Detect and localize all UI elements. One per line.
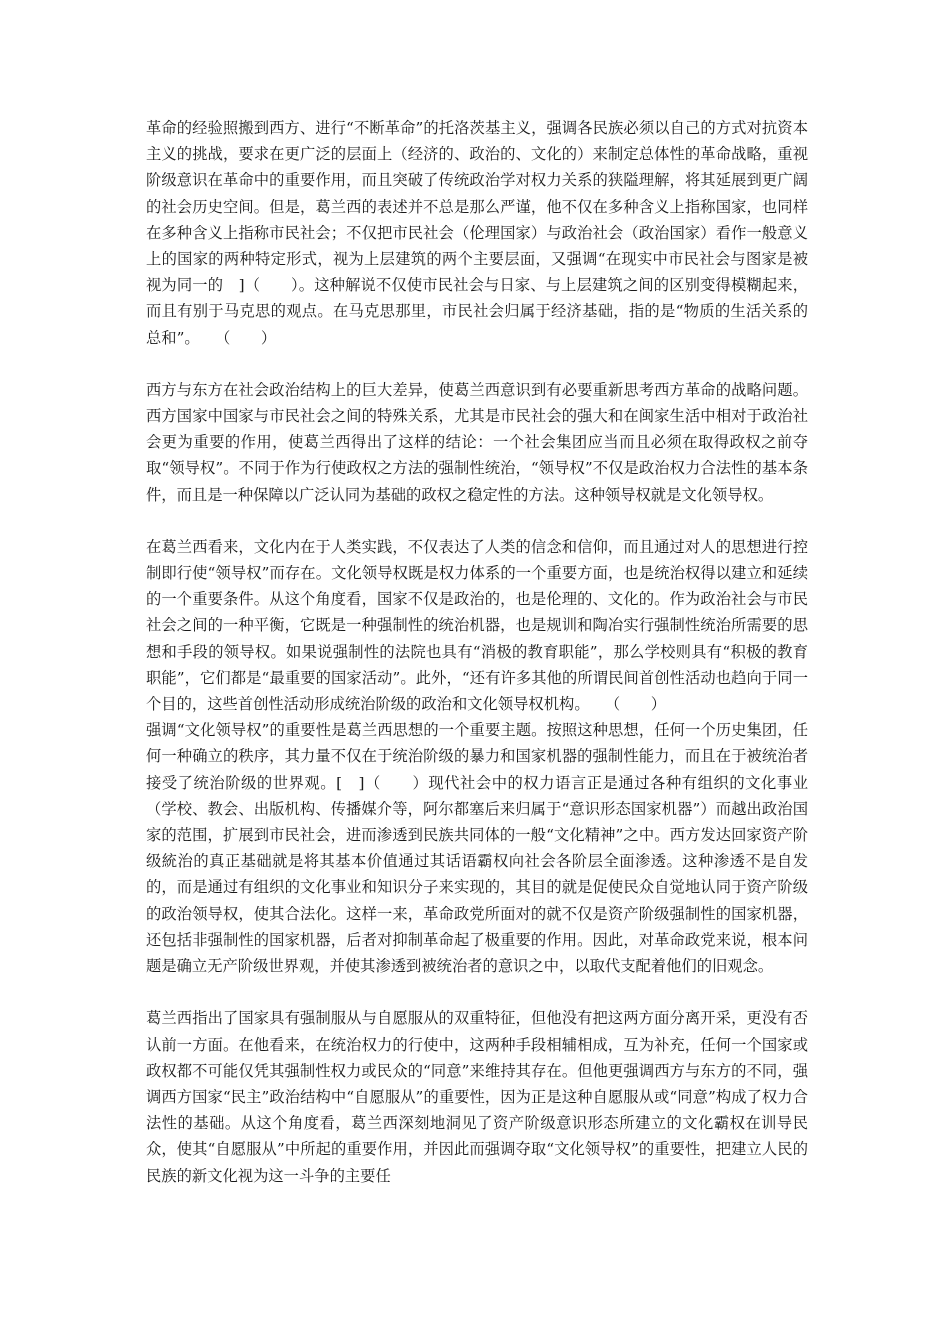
paragraph-spacer bbox=[146, 508, 808, 534]
paragraph-1: 革命的经验照搬到西方、进行“不断革命”的托洛茨基主义，强调各民族必须以自己的方式对抗资本主义的挑战，要求在更广泛的层面上（经济的、政治的、文化的）来制定总体性的革命战略，重视阶级意识在革命中的重要作用，而且突破了传统政治学对权力关系的狭隘理解，将其延展到更广阔的社会历史空间。但是，葛兰西的表述并不总是那么严谨，他不仅在多种含义上指称国家，也同样在多种含义上指称市民社会；不仅把市民社会（伦理国家）与政治社会（政治国家）看作一般意义上的国家的两种特定形式，视为上层建筑的两个主要层面，又强调“在现实中市民社会与图家是被视为同一的 ]（ ）。这种解说不仅使市民社会与日家、与上层建筑之间的区别变得模糊起来，而且有别于马克思的观点。在马克思那里，市民社会归属于经济基础，指的是“物质的生活关系的总和”。 （ ） bbox=[146, 119, 808, 347]
document-body bbox=[146, 115, 808, 1189]
paragraph-5: 葛兰西指出了国家具有强制服从与自愿服从的双重特征，但他没有把这两方面分离开采，更没有否认前一方面。在他看来，在统治权力的行使中，这两种手段相辅相成，互为补充，任何一个国家或政权都不可能仅凭其强制性权力或民众的“同意”来维持其存在。但他更强调西方与东方的不同，强调西方国家“民主”政治结构中“自愿服从”的重要性，因为正是这种自愿服从或“同意”构成了权力合法性的基础。从这个角度看，葛兰西深刻地洞见了资产阶级意识形态所建立的文化霸权在训导民众，使其“自愿服从”中所起的重要作用，并因此而强调夺取“文化领导权”的重要性，把建立人民的民族的新文化视为这一斗争的主要任 bbox=[146, 1009, 808, 1185]
paragraph-3: 在葛兰西看来，文化内在于人类实践，不仅表达了人类的信念和信仰，而且通过对人的思想进行控制即行使“领导权”而存在。文化领导权既是权力体系的一个重要方面，也是统治权得以建立和延续的一个重要条件。从这个角度看，国家不仅是政治的，也是伦理的、文化的。作为政治社会与市民社会之间的一种平衡，它既是一种强制性的统治机器，也是规训和陶冶实行强制性统治所需要的思想和手段的领导权。如果说强制性的法院也具有“消极的教育职能”，那么学校则具有“积极的教育职能”，它们都是“最重要的国家活动”。此外，“还有许多其他的所谓民间首创性活动也趋向于同一个目的，这些首创性活动形成统治阶级的政治和文化领导权机构。 （ ） bbox=[146, 537, 808, 714]
paragraph-spacer bbox=[146, 979, 808, 1005]
paragraph-4: 强调“文化领导权”的重要性是葛兰西思想的一个重要主题。按照这种思想，任何一个历史集团，任何一种确立的秩序，其力量不仅在于统治阶级的暴力和国家机器的强制性能力，而且在于被统治者接受了统治阶级的世界观。[ ]（ ）现代社会中的权力语言正是通过各种有组织的文化事业（学校、教会、出版机构、传播媒介等，阿尔都塞后来归属于“意识形态国家机器”）而越出政治国家的范围，扩展到市民社会，进而渗透到民族共同体的一般“文化精神”之中。西方发达回家资产阶级統治的真正基础就是将其基本价值通过其话语霸权向社会各阶层全面渗透。这种渗透不是自发的，而是通过有组织的文化事业和知识分子来实现的，其目的就是促使民众自觉地认同于资产阶级的政治领导权，使其合法化。这样一来，革命政党所面对的就不仅是资产阶级强制性的国家机器，还包括非强制性的国家机器，后者对抑制革命起了极重要的作用。因此，对革命政党来说，根本问题是确立无产阶级世界观，并使其渗透到被统治者的意识之中，以取代支配着他们的旧观念。 bbox=[146, 721, 808, 976]
paragraph-2: 西方与东方在社会政治结构上的巨大差异，使葛兰西意识到有必要重新思考西方革命的战略问题。西方国家中国家与市民社会之间的特殊关系，尤其是市民社会的强大和在闽家生活中相对于政治社会更为重要的作用，使葛兰西得出了这样的结论：一个社会集团应当而且必须在取得政权之前夺取“领导权”。不同于作为行使政权之方法的强制性统治，“领导权”不仅是政治权力合法性的基本条件，而且是一种保障以广泛认同为基础的政权之稳定性的方法。这种领导权就是文化领导权。 bbox=[146, 380, 808, 504]
paragraph-spacer bbox=[146, 351, 808, 377]
